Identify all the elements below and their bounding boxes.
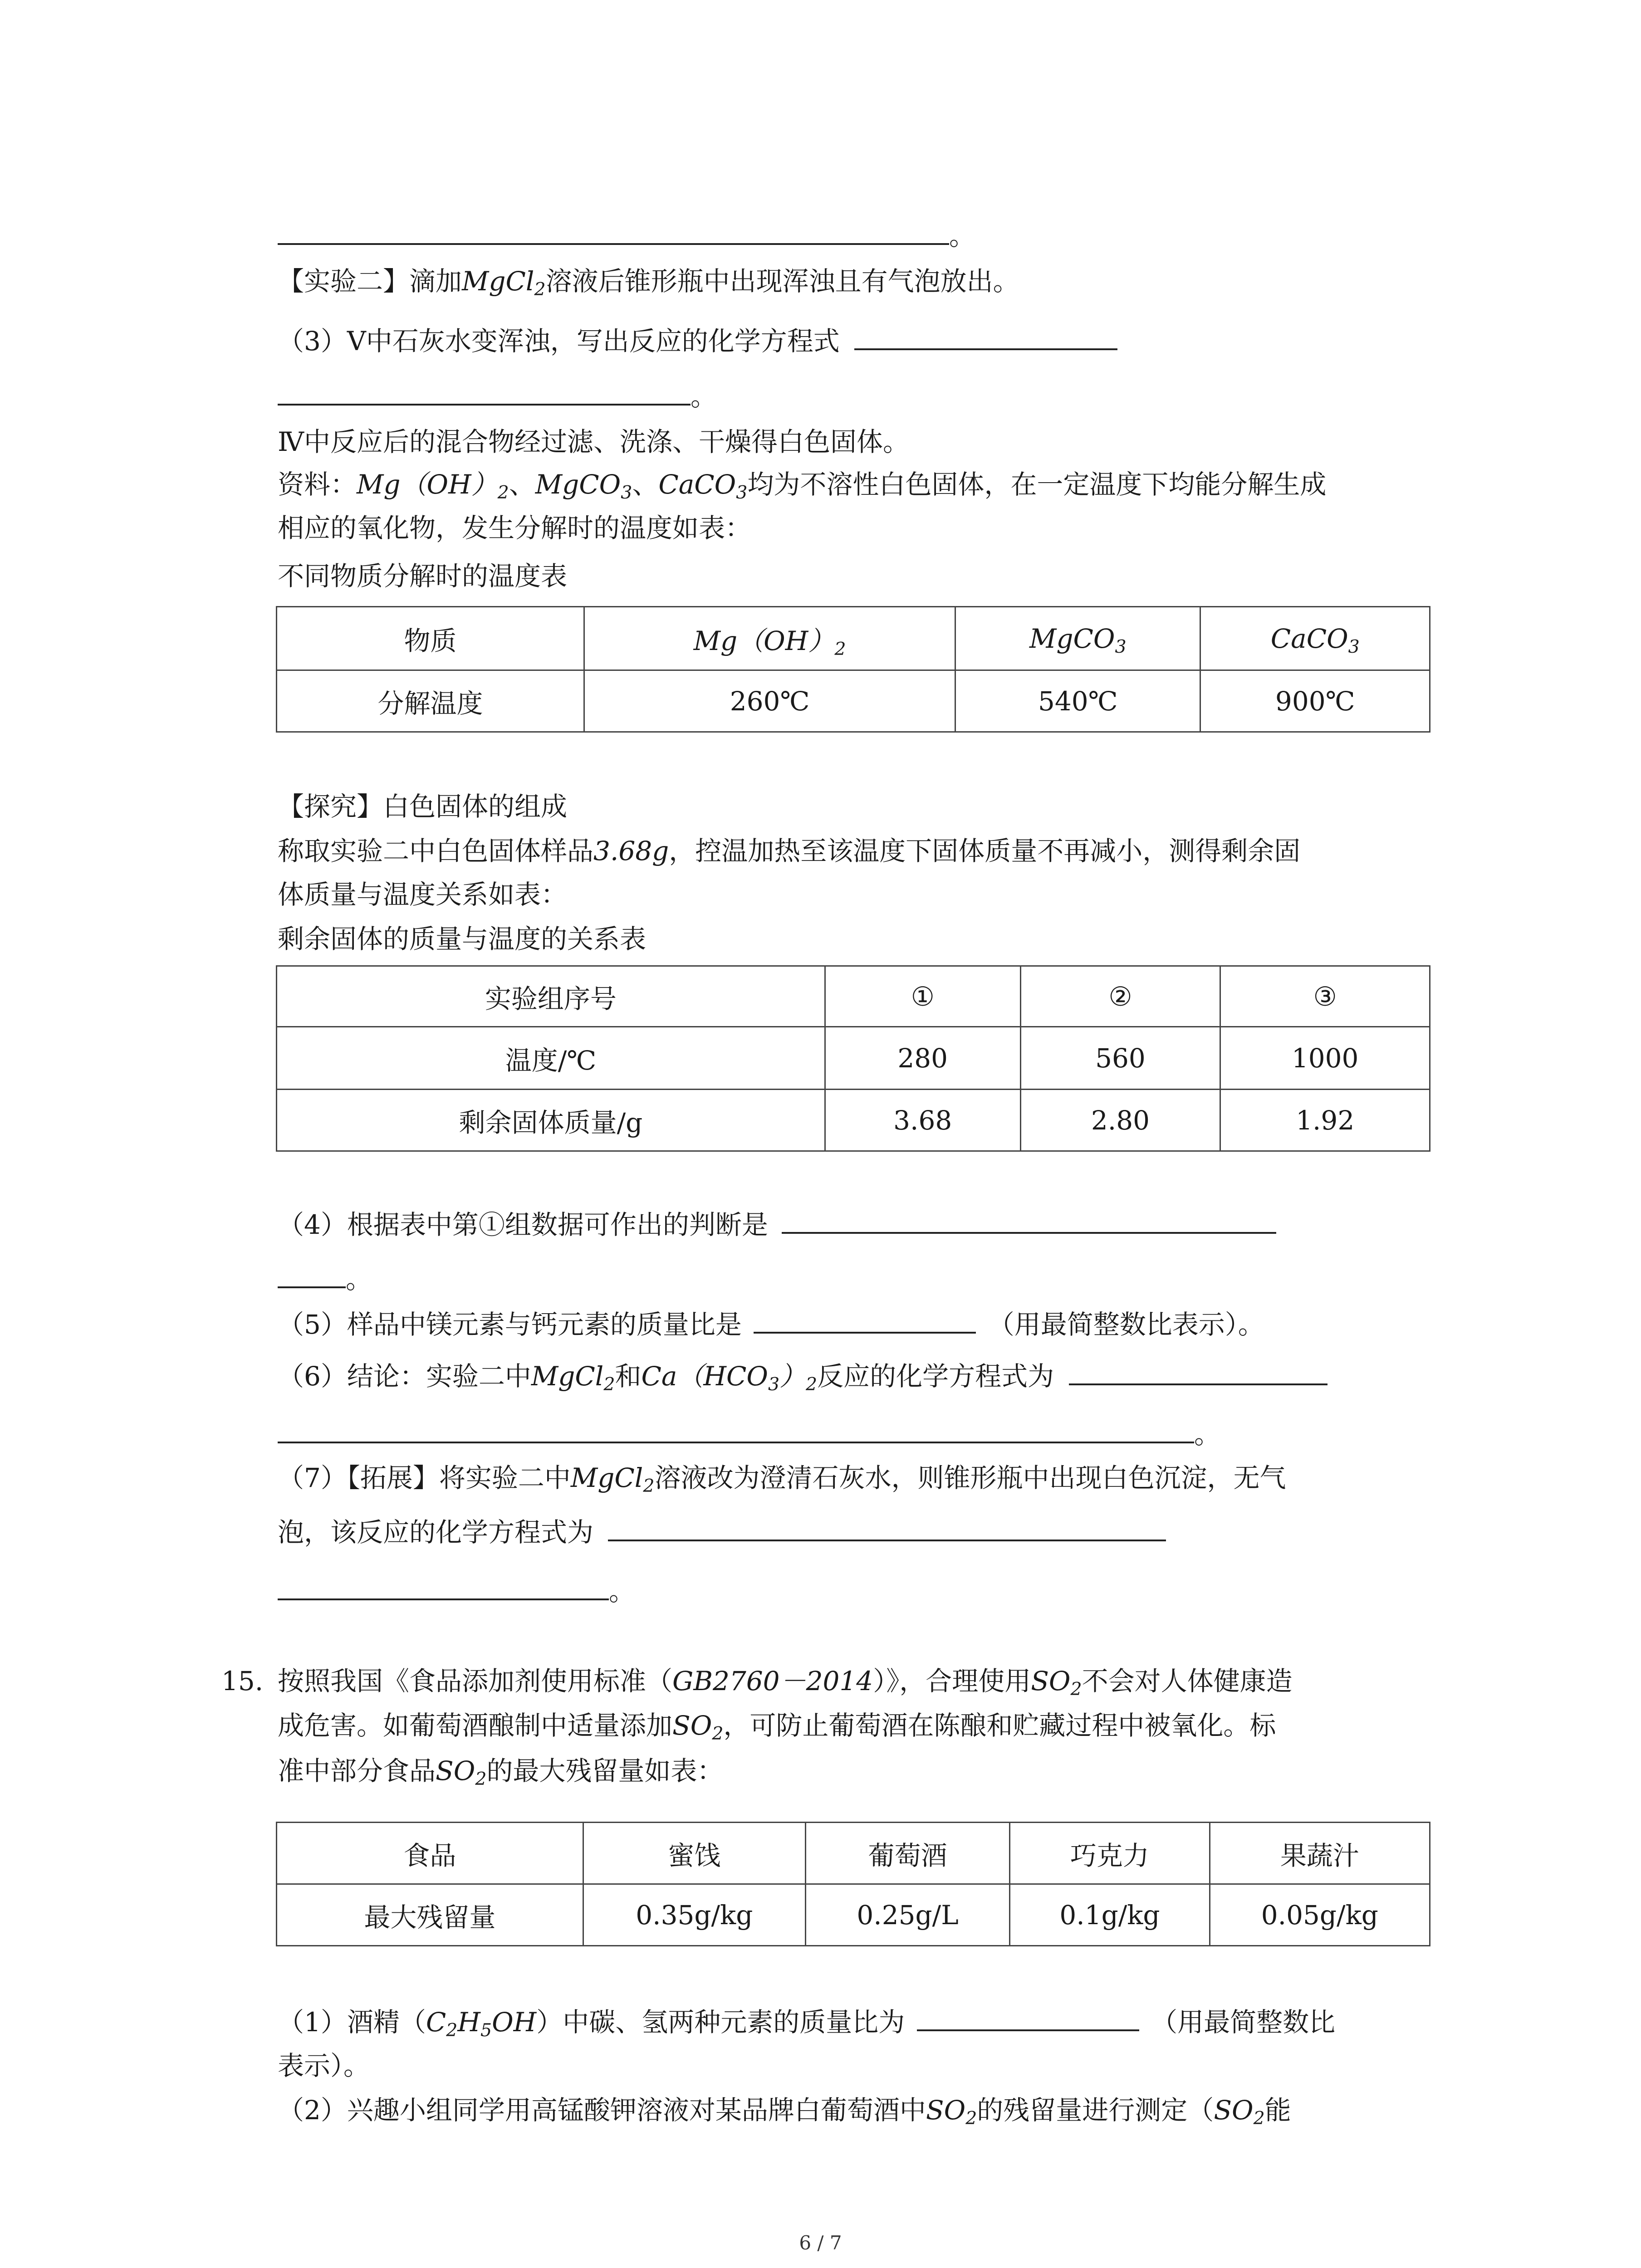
part-2: （2）兴趣小组同学用高锰酸钾溶液对某品牌白葡萄酒中$SO_2$的残留量进行测定（$SO_2$能	[278, 2095, 1291, 2129]
table-cell: 0.1g/kg	[1010, 1884, 1210, 1946]
table-cell: 2.80	[1020, 1090, 1220, 1151]
step-iv-text: Ⅳ中反应后的混合物经过滤、洗涤、干燥得白色固体。	[278, 426, 909, 457]
table-cell: 物质	[277, 607, 584, 670]
question-7-cont-2: 。	[278, 1573, 635, 1609]
formula-mgcl2: MgCl$_2$	[462, 266, 546, 300]
table-cell: $Mg(OH)_2$	[584, 607, 955, 670]
table2-caption: 剩余固体的质量与温度的关系表	[278, 924, 647, 954]
part-1-cont: 表示）。	[278, 2050, 370, 2081]
table-cell: 最大残留量	[277, 1884, 583, 1946]
experiment-2-text: 【实验二】滴加MgCl$_2$溶液后锥形瓶中出现浑浊且有气泡放出。	[278, 266, 1019, 300]
table-cell: 900℃	[1200, 670, 1430, 732]
table-cell: 食品	[277, 1823, 583, 1884]
question-6: （6）结论：实验二中MgCl$_2$和$Ca(HCO_3)_2$反应的化学方程式为	[278, 1358, 1327, 1394]
table-cell: 0.05g/kg	[1210, 1884, 1430, 1946]
reference-text: 资料：$Mg(OH)_2$、MgCO$_3$、CaCO$_3$均为不溶性白色固体，在一定温度下均能分解生成	[278, 469, 1327, 503]
table-cell: 蜜饯	[583, 1823, 805, 1884]
question-3-cont: 。	[278, 378, 717, 415]
q6-blank-2[interactable]	[278, 1416, 1194, 1443]
table-cell: 分解温度	[277, 670, 584, 732]
q7-blank[interactable]	[608, 1514, 1166, 1541]
mass-temperature-table	[276, 965, 1430, 1152]
table-cell: 560	[1020, 1027, 1220, 1090]
part-1: （1）酒精$(C_2H_5OH)$中碳、氢两种元素的质量比为 （用最简整数比	[278, 2004, 1335, 2040]
q3-blank-2[interactable]	[278, 378, 691, 406]
answer-blank[interactable]	[278, 218, 949, 245]
question-7: （7）【拓展】将实验二中MgCl$_2$溶液改为澄清石灰水，则锥形瓶中出现白色沉淀，无气	[278, 1462, 1286, 1497]
question-15-text: 按照我国《食品添加剂使用标准（GB2760－2014）》，合理使用$SO_2$不会对人体健康造	[278, 1666, 1293, 1700]
table-cell: 260℃	[584, 670, 955, 732]
explore-title: 【探究】白色固体的组成	[278, 791, 568, 822]
table1-caption: 不同物质分解时的温度表	[278, 561, 568, 591]
question-4: （4）根据表中第①组数据可作出的判断是	[278, 1207, 1276, 1243]
p1-blank[interactable]	[917, 2004, 1139, 2031]
question-3: （3）Ⅴ中石灰水变浑浊，写出反应的化学方程式	[278, 323, 1117, 359]
answer-line: 。	[278, 218, 975, 254]
explore-text: 称取实验二中白色固体样品3.68g，控温加热至该温度下固体质量不再减小，测得剩余固	[278, 836, 1301, 866]
page-number: 6 / 7	[799, 2232, 842, 2254]
table-cell: 实验组序号	[277, 966, 825, 1027]
table-cell: MgCO$_3$	[955, 607, 1200, 670]
question-15-text-2: 成危害。如葡萄酒酿制中适量添加$SO_2$，可防止葡萄酒在陈酿和贮藏过程中被氧化。标	[278, 1710, 1276, 1745]
question-15-number: 15.	[221, 1666, 264, 1696]
so2-residue-table	[276, 1822, 1430, 1946]
q4-blank[interactable]	[782, 1207, 1276, 1234]
q5-blank[interactable]	[754, 1306, 976, 1334]
table-cell: CaCO$_3$	[1200, 607, 1430, 670]
table-cell: 1.92	[1220, 1090, 1430, 1151]
q4-blank-2[interactable]	[278, 1261, 346, 1288]
table-cell: 温度/℃	[277, 1027, 825, 1090]
table-cell: 剩余固体质量/g	[277, 1090, 825, 1151]
table-cell: 3.68	[825, 1090, 1020, 1151]
decomposition-table	[276, 606, 1430, 733]
table-cell: 1000	[1220, 1027, 1430, 1090]
table-cell: 280	[825, 1027, 1020, 1090]
table-cell: 葡萄酒	[805, 1823, 1009, 1884]
table-cell: ③	[1220, 966, 1430, 1027]
table-cell: 果蔬汁	[1210, 1823, 1430, 1884]
table-cell: 540℃	[955, 670, 1200, 732]
table-cell: 0.35g/kg	[583, 1884, 805, 1946]
q3-blank[interactable]	[854, 323, 1117, 350]
question-7-cont: 泡，该反应的化学方程式为	[278, 1514, 1166, 1550]
table-cell: 0.25g/L	[805, 1884, 1009, 1946]
q7-blank-2[interactable]	[278, 1573, 609, 1600]
table-cell: ①	[825, 966, 1020, 1027]
table-cell: ②	[1020, 966, 1220, 1027]
question-4-cont: 。	[278, 1261, 372, 1297]
q6-blank[interactable]	[1069, 1358, 1327, 1385]
question-5: （5）样品中镁元素与钙元素的质量比是 （用最简整数比表示）。	[278, 1306, 1264, 1343]
explore-text-2: 体质量与温度关系如表：	[278, 879, 568, 910]
question-15-text-3: 准中部分食品$SO_2$的最大残留量如表：	[278, 1755, 724, 1790]
table-cell: 巧克力	[1010, 1823, 1210, 1884]
reference-text-2: 相应的氧化物，发生分解时的温度如表：	[278, 513, 752, 543]
question-6-cont: 。	[278, 1416, 1220, 1452]
